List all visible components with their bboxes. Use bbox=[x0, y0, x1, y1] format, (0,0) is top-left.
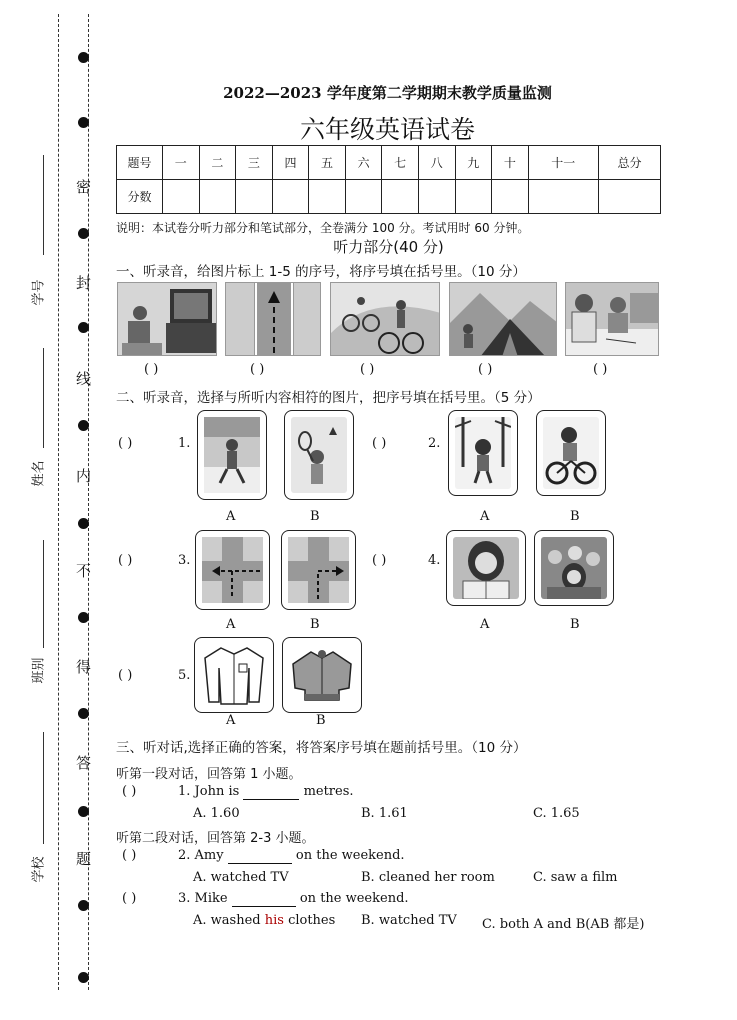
section3-q1-option-b[interactable]: B. 1.61 bbox=[361, 806, 408, 821]
listening-part-title: 听力部分(40 分) bbox=[333, 238, 444, 256]
q3-picture-a[interactable] bbox=[195, 530, 270, 610]
section1-title: 一、听录音，给图片标上 1-5 的序号，将序号填在括号里。（10 分） bbox=[116, 264, 526, 280]
section3-q2-blank[interactable] bbox=[228, 848, 292, 864]
section3-q3-option-b[interactable]: B. watched TV bbox=[361, 913, 457, 928]
table-cell: 分数 bbox=[117, 180, 163, 214]
binding-dot bbox=[78, 806, 89, 817]
section2-q1-number: 1. bbox=[178, 436, 191, 451]
section3-q3-stem-pre: 3. Mike bbox=[178, 891, 228, 906]
section3-q2-stem-pre: 2. Amy bbox=[178, 848, 224, 863]
class-label: 班别 bbox=[31, 657, 47, 684]
section3-q1-option-c[interactable]: C. 1.65 bbox=[533, 806, 580, 821]
section3-q3-stem-post: on the weekend. bbox=[299, 891, 409, 906]
section3-q1-stem-pre: 1. John is bbox=[178, 784, 240, 799]
seal-char: 题 bbox=[76, 850, 92, 868]
table-header-cell: 三 bbox=[236, 146, 273, 180]
score-cell[interactable] bbox=[199, 180, 236, 214]
section2-q3-paren[interactable]: ( ) bbox=[118, 553, 133, 568]
section3-q3-option-a-his: his bbox=[264, 913, 284, 928]
table-header-cell: 八 bbox=[418, 146, 455, 180]
q4-picture-b[interactable] bbox=[534, 530, 614, 606]
score-cell[interactable] bbox=[492, 180, 529, 214]
section1-answer-paren-3[interactable]: ( ) bbox=[360, 362, 375, 377]
score-cell[interactable] bbox=[272, 180, 309, 214]
q3-label-a: A bbox=[226, 617, 236, 632]
table-header-cell: 五 bbox=[309, 146, 346, 180]
picture-watching-tv bbox=[117, 282, 217, 356]
section2-q2-number: 2. bbox=[428, 436, 441, 451]
q1-picture-b[interactable] bbox=[284, 410, 354, 500]
q3-picture-b[interactable] bbox=[281, 530, 356, 610]
section2-q3-number: 3. bbox=[178, 553, 191, 568]
section1-answer-paren-4[interactable]: ( ) bbox=[478, 362, 493, 377]
name-label: 姓名 bbox=[31, 460, 47, 487]
section1-answer-paren-5[interactable]: ( ) bbox=[593, 362, 608, 377]
binding-dot bbox=[78, 708, 89, 719]
q2-picture-a[interactable] bbox=[448, 410, 518, 496]
binding-dot bbox=[78, 900, 89, 911]
q2-picture-b[interactable] bbox=[536, 410, 606, 496]
exam-title: 六年级英语试卷 bbox=[299, 115, 475, 144]
score-cell[interactable] bbox=[236, 180, 273, 214]
seal-char: 密 bbox=[76, 178, 92, 196]
q1-label-a: A bbox=[226, 509, 236, 524]
section2-q1-paren[interactable]: ( ) bbox=[118, 436, 133, 451]
q3-label-b: B bbox=[310, 617, 320, 632]
q1-label-b: B bbox=[310, 509, 320, 524]
section3-q1-paren[interactable]: ( ) bbox=[122, 784, 137, 799]
section2-q4-number: 4. bbox=[428, 553, 441, 568]
exam-instructions: 说明：本试卷分听力部分和笔试部分，全卷满分 100 分。考试用时 60 分钟。 bbox=[116, 221, 530, 235]
table-header-cell: 九 bbox=[455, 146, 492, 180]
student-id-line bbox=[43, 155, 44, 255]
school-label: 学校 bbox=[31, 856, 47, 883]
table-header-cell: 题号 bbox=[117, 146, 163, 180]
section3-q3-option-c[interactable]: C. both A and B(AB 都是) bbox=[482, 917, 645, 932]
binding-dot bbox=[78, 117, 89, 128]
section3-q3-blank[interactable] bbox=[232, 891, 296, 907]
section3-q2-option-a[interactable]: A. watched TV bbox=[193, 870, 289, 885]
seal-char: 得 bbox=[76, 658, 92, 676]
section2-title: 二、听录音，选择与所听内容相符的图片，把序号填在括号里。（5 分） bbox=[116, 390, 541, 406]
table-header-cell: 十一 bbox=[528, 146, 598, 180]
score-cell[interactable] bbox=[345, 180, 382, 214]
dialogue2-instruction: 听第二段对话，回答第 2-3 小题。 bbox=[116, 831, 315, 846]
q4-label-a: A bbox=[480, 617, 490, 632]
section3-q1-stem bbox=[178, 784, 354, 800]
section3-q1-stem-post: metres. bbox=[303, 784, 354, 799]
seal-char: 线 bbox=[76, 370, 92, 388]
section3-q3-option-a-pre: A. washed bbox=[193, 913, 265, 928]
student-id-label: 学号 bbox=[31, 279, 47, 306]
section3-title: 三、听对话,选择正确的答案，将答案序号填在题前括号里。（10 分） bbox=[116, 740, 527, 756]
table-row bbox=[117, 180, 661, 214]
section1-answer-paren-1[interactable]: ( ) bbox=[144, 362, 159, 377]
score-cell[interactable] bbox=[309, 180, 346, 214]
binding-dot bbox=[78, 322, 89, 333]
table-header-cell: 十 bbox=[492, 146, 529, 180]
picture-drawing-boy bbox=[565, 282, 659, 356]
q5-label-b: B bbox=[316, 713, 326, 728]
section3-q2-paren[interactable]: ( ) bbox=[122, 848, 137, 863]
seal-char: 封 bbox=[76, 274, 92, 292]
section3-q2-option-c[interactable]: C. saw a film bbox=[533, 870, 618, 885]
seal-char: 不 bbox=[76, 562, 92, 580]
table-header-cell: 四 bbox=[272, 146, 309, 180]
binding-dot bbox=[78, 518, 89, 529]
section2-q4-paren[interactable]: ( ) bbox=[372, 553, 387, 568]
section3-q3-stem bbox=[178, 891, 409, 907]
section3-q1-option-a[interactable]: A. 1.60 bbox=[193, 806, 240, 821]
section3-q3-paren[interactable]: ( ) bbox=[122, 891, 137, 906]
binding-dot bbox=[78, 972, 89, 983]
dialogue1-instruction: 听第一段对话，回答第 1 小题。 bbox=[116, 767, 302, 782]
table-header-cell: 二 bbox=[199, 146, 236, 180]
binding-line-inner bbox=[88, 14, 89, 990]
q5-picture-b[interactable] bbox=[282, 637, 362, 713]
section3-q3-option-a[interactable] bbox=[193, 913, 335, 928]
q2-label-a: A bbox=[480, 509, 490, 524]
section3-q2-option-b[interactable]: B. cleaned her room bbox=[361, 870, 495, 885]
name-line bbox=[43, 348, 44, 448]
picture-road-arrow bbox=[225, 282, 321, 356]
class-line bbox=[43, 540, 44, 648]
binding-dot bbox=[78, 228, 89, 239]
q2-label-b: B bbox=[570, 509, 580, 524]
table-header-cell: 一 bbox=[163, 146, 200, 180]
binding-dot bbox=[78, 420, 89, 431]
binding-dot bbox=[78, 52, 89, 63]
score-cell[interactable] bbox=[528, 180, 598, 214]
section3-q1-blank[interactable] bbox=[243, 784, 299, 800]
section3-q2-stem bbox=[178, 848, 405, 864]
exam-term-title: 2022—2023 学年度第二学期期末教学质量监测 bbox=[223, 84, 552, 102]
section3-q2-stem-post: on the weekend. bbox=[295, 848, 405, 863]
picture-cycling bbox=[330, 282, 440, 356]
school-line bbox=[43, 732, 44, 844]
q4-label-b: B bbox=[570, 617, 580, 632]
section3-q3-option-a-post: clothes bbox=[283, 913, 336, 928]
table-header-cell: 六 bbox=[345, 146, 382, 180]
section2-q2-paren[interactable]: ( ) bbox=[372, 436, 387, 451]
q5-picture-a[interactable] bbox=[194, 637, 274, 713]
seal-char: 答 bbox=[76, 754, 92, 772]
table-header-cell: 总分 bbox=[599, 146, 661, 180]
score-cell[interactable] bbox=[599, 180, 661, 214]
score-cell[interactable] bbox=[418, 180, 455, 214]
q5-label-a: A bbox=[226, 713, 236, 728]
section1-answer-paren-2[interactable]: ( ) bbox=[250, 362, 265, 377]
section2-q5-number: 5. bbox=[178, 668, 191, 683]
score-table bbox=[116, 145, 661, 214]
picture-camping-tent bbox=[449, 282, 557, 356]
binding-dot bbox=[78, 612, 89, 623]
seal-char: 内 bbox=[76, 467, 92, 485]
q4-picture-a[interactable] bbox=[446, 530, 526, 606]
q1-picture-a[interactable] bbox=[197, 410, 267, 500]
table-header-cell: 七 bbox=[382, 146, 419, 180]
score-cell[interactable] bbox=[382, 180, 419, 214]
score-cell[interactable] bbox=[163, 180, 200, 214]
section2-q5-paren[interactable]: ( ) bbox=[118, 668, 133, 683]
binding-line-outer bbox=[58, 14, 59, 990]
score-cell[interactable] bbox=[455, 180, 492, 214]
table-row bbox=[117, 146, 661, 180]
